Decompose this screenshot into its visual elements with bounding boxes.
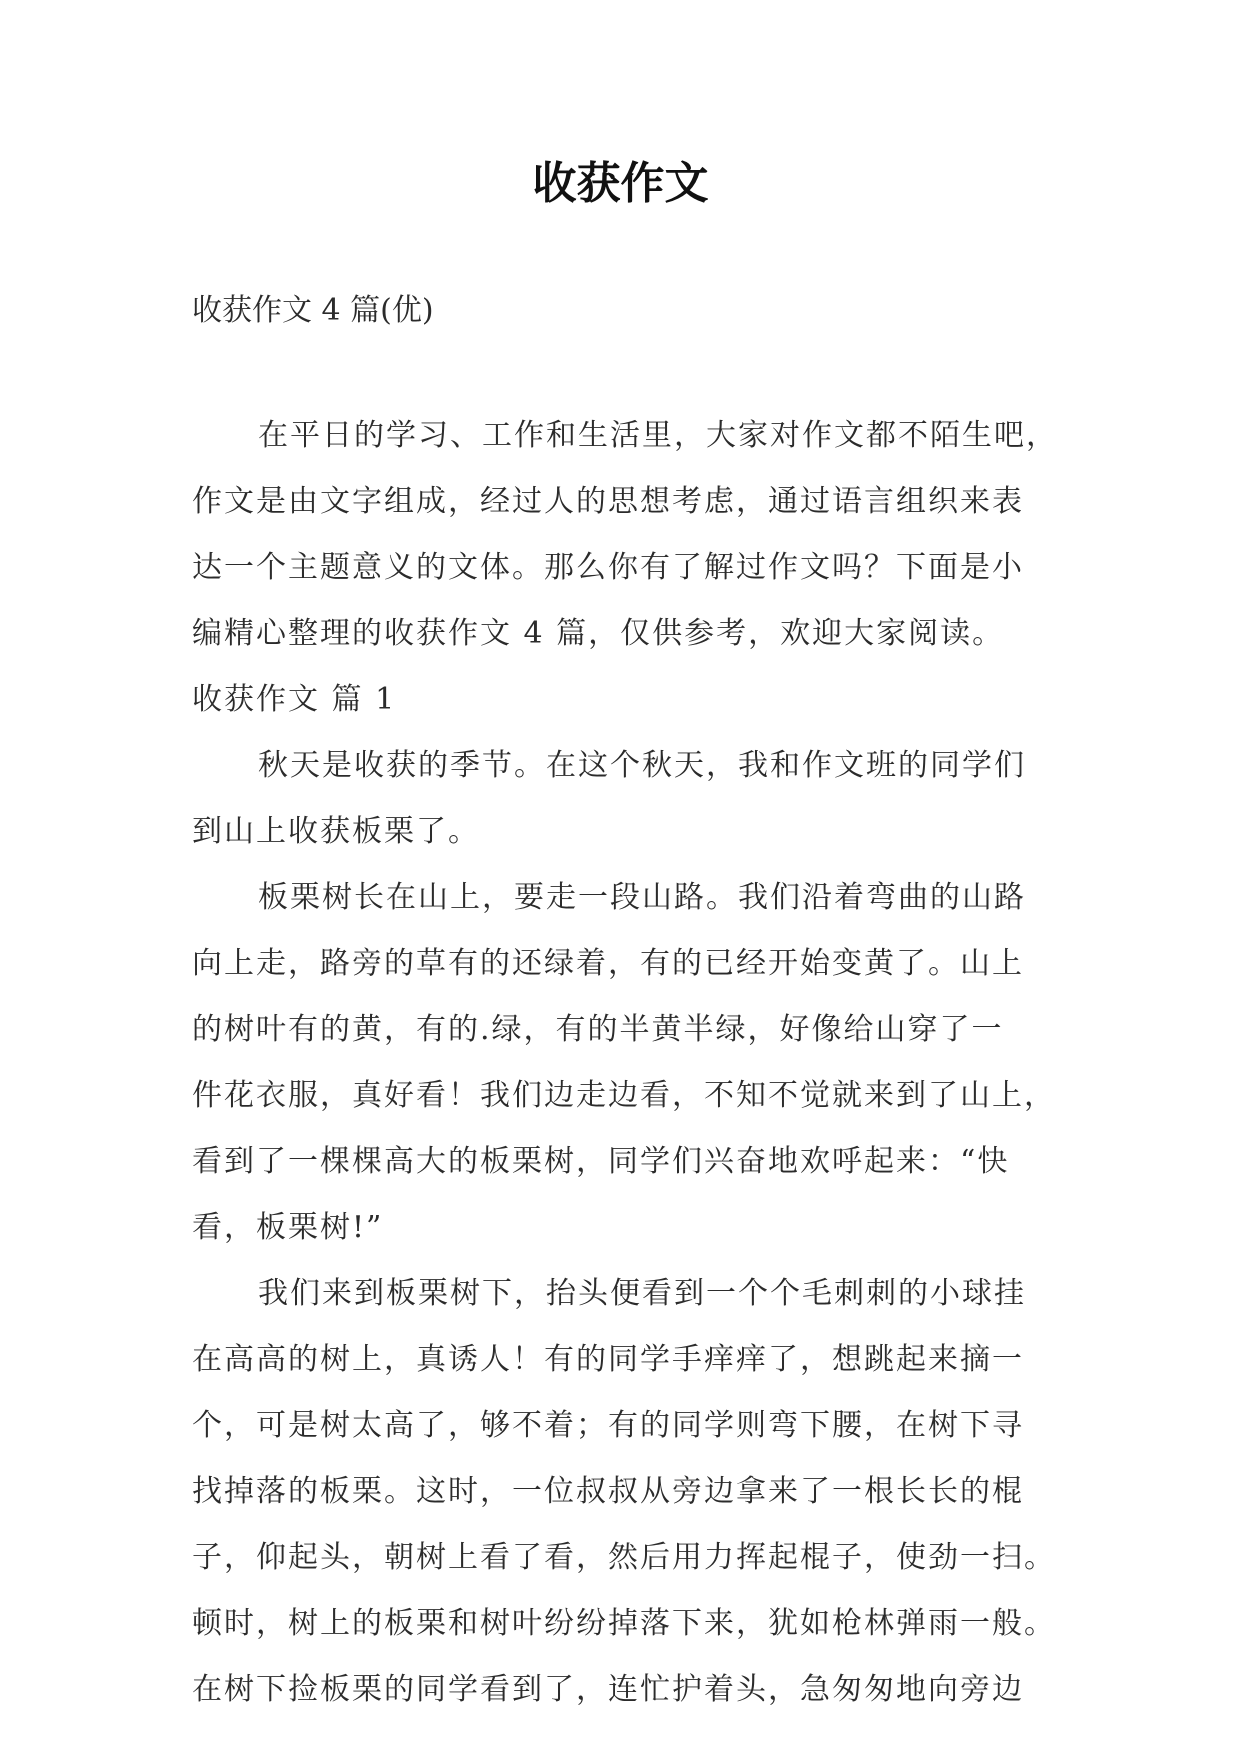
text-line: 的树叶有的黄，有的.绿，有的半黄半绿，好像给山穿了一 xyxy=(192,1012,1004,1047)
text-line: 找掉落的板栗。这时，一位叔叔从旁边拿来了一根长长的棍 xyxy=(192,1474,1024,1509)
text-line: 收获作文 篇 1 xyxy=(192,682,397,717)
document-body xyxy=(192,403,1058,1723)
text-line: 子，仰起头，朝树上看了看，然后用力挥起棍子，使劲一扫。 xyxy=(192,1540,1056,1575)
text-line: 作文是由文字组成，经过人的思想考虑，通过语言组织来表 xyxy=(192,484,1024,519)
text-line: 看到了一棵棵高大的板栗树，同学们兴奋地欢呼起来：“快 xyxy=(192,1144,1010,1179)
text-line: 个，可是树太高了，够不着；有的同学则弯下腰，在树下寻 xyxy=(192,1408,1024,1443)
text-line: 在平日的学习、工作和生活里，大家对作文都不陌生吧， xyxy=(258,418,1058,453)
text-line: 件花衣服，真好看！我们边走边看，不知不觉就来到了山上， xyxy=(192,1078,1056,1113)
page-title: 收获作文 xyxy=(532,158,709,209)
text-line: 在高高的树上，真诱人！有的同学手痒痒了，想跳起来摘一 xyxy=(192,1342,1024,1377)
text-line: 我们来到板栗树下，抬头便看到一个个毛刺刺的小球挂 xyxy=(258,1276,1026,1311)
text-line: 板栗树长在山上，要走一段山路。我们沿着弯曲的山路 xyxy=(258,880,1026,915)
text-line: 看，板栗树!” xyxy=(192,1210,384,1245)
text-line: 顿时，树上的板栗和树叶纷纷掉落下来，犹如枪林弹雨一般。 xyxy=(192,1606,1056,1641)
text-line: 秋天是收获的季节。在这个秋天，我和作文班的同学们 xyxy=(258,748,1026,783)
document-subtitle: 收获作文 4 篇(优) xyxy=(192,293,434,328)
text-line: 到山上收获板栗了。 xyxy=(192,814,480,849)
text-line: 达一个主题意义的文体。那么你有了解过作文吗？下面是小 xyxy=(192,550,1024,585)
text-line: 在树下捡板栗的同学看到了，连忙护着头，急匆匆地向旁边 xyxy=(192,1672,1024,1707)
text-line: 编精心整理的收获作文 4 篇，仅供参考，欢迎大家阅读。 xyxy=(192,616,1005,651)
text-line: 向上走，路旁的草有的还绿着，有的已经开始变黄了。山上 xyxy=(192,946,1024,981)
